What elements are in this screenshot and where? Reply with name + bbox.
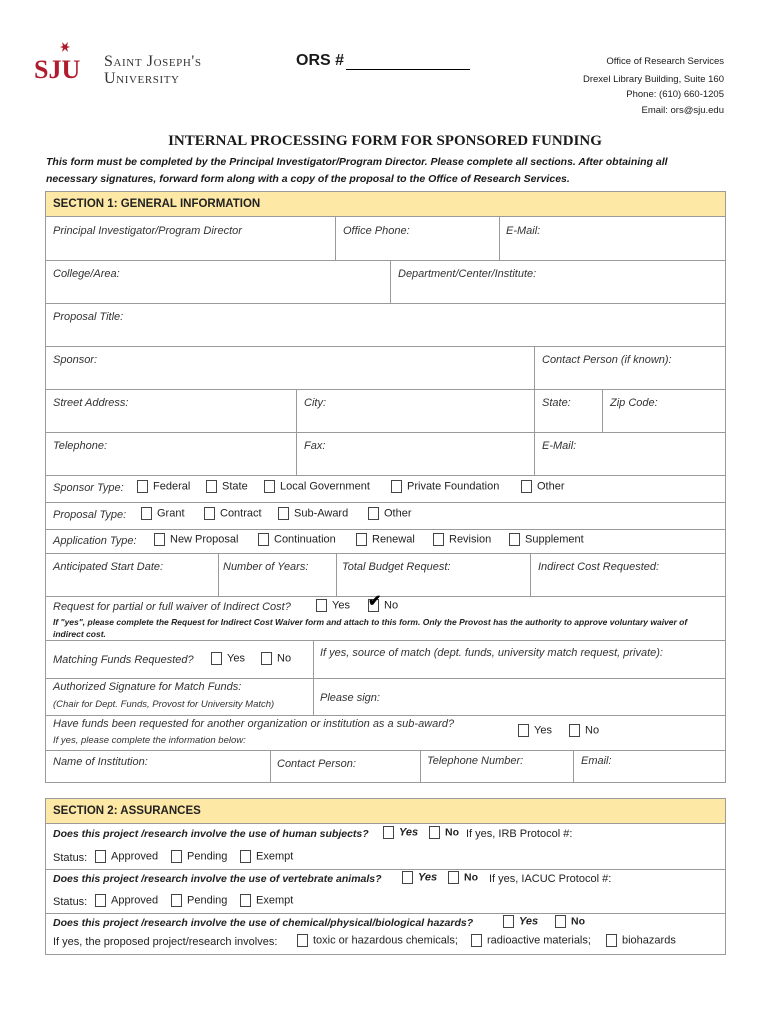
human-subjects-row	[46, 824, 725, 846]
checkbox[interactable]	[555, 915, 566, 928]
office-info	[583, 54, 724, 118]
checkbox[interactable]	[240, 894, 251, 907]
option-label: Yes	[534, 724, 552, 737]
num-years-label: Number of Years:	[223, 561, 309, 573]
start-date-field[interactable]	[53, 557, 163, 596]
address-row	[46, 389, 725, 433]
option-label: No	[571, 915, 585, 928]
waiver-no[interactable]	[368, 593, 399, 612]
application-type-renewal[interactable]	[356, 533, 415, 546]
checkbox[interactable]	[211, 652, 222, 665]
checkbox[interactable]	[261, 652, 272, 665]
office-email: Email: ors@sju.edu	[641, 104, 724, 116]
tel-number-field[interactable]	[420, 750, 582, 782]
option-label: toxic or hazardous chemicals;	[313, 934, 458, 947]
checkbox[interactable]	[95, 894, 106, 907]
option-label: No	[277, 652, 292, 665]
animals-no[interactable]	[448, 871, 478, 884]
ors-number-field[interactable]	[296, 52, 470, 70]
auth-signature-row	[46, 678, 725, 716]
matching-yes[interactable]	[211, 652, 245, 665]
animals-status-pending[interactable]	[171, 894, 227, 907]
ors-blank-line[interactable]	[346, 55, 470, 70]
hazard-radioactive-materials[interactable]	[471, 934, 591, 947]
auth-sig-label: Authorized Signature for Match Funds:	[53, 681, 242, 693]
indirect-cost-field[interactable]	[530, 553, 732, 596]
zip-field[interactable]	[602, 389, 732, 432]
proposal-title-row	[46, 303, 725, 347]
waiver-note-line-2: indirect cost.	[53, 629, 106, 639]
human-status-approved[interactable]	[95, 850, 158, 863]
logo-crest-icon	[34, 40, 96, 84]
university-logo	[34, 40, 96, 84]
checkbox[interactable]	[471, 934, 482, 947]
section-1-header: SECTION 1: GENERAL INFORMATION	[46, 192, 725, 217]
checkbox[interactable]	[278, 507, 289, 520]
college-row	[46, 260, 725, 304]
human-no[interactable]	[429, 826, 459, 839]
option-label: Local Government	[280, 480, 370, 493]
option-label: biohazards	[622, 934, 676, 947]
checkbox[interactable]	[154, 533, 165, 546]
university-name	[104, 53, 202, 87]
option-label: Yes	[519, 915, 539, 928]
option-label: State	[222, 480, 248, 493]
city-field[interactable]	[296, 389, 542, 432]
email-2-label: E-Mail:	[542, 440, 577, 452]
option-label: No	[464, 871, 478, 884]
animals-row	[46, 869, 725, 891]
option-label: Renewal	[372, 533, 415, 546]
waiver-row	[46, 593, 725, 641]
waiver-yes[interactable]	[316, 599, 350, 612]
pi-row	[46, 217, 725, 261]
checkbox[interactable]	[240, 850, 251, 863]
waiver-question: Request for partial or full waiver of Indirect Cost?	[53, 601, 291, 613]
waiver-note	[53, 616, 721, 640]
zip-label: Zip Code:	[610, 397, 658, 409]
form-title: INTERNAL PROCESSING FORM FOR SPONSORED FUNDING	[168, 133, 602, 149]
match-source-field[interactable]	[313, 640, 731, 678]
state-field[interactable]	[534, 389, 606, 432]
institution-row	[46, 750, 725, 782]
sponsor-label: Sponsor:	[53, 354, 98, 366]
checkbox[interactable]	[383, 826, 394, 839]
status-label: Status:	[53, 852, 88, 864]
proposal-type-grant[interactable]	[141, 507, 185, 520]
office-name: Office of Research Services	[606, 56, 724, 67]
proposal-type-row	[46, 502, 725, 530]
option-label: Yes	[418, 871, 438, 884]
city-label: City:	[304, 397, 326, 409]
checkbox[interactable]	[137, 480, 148, 493]
option-label: Yes	[227, 652, 245, 665]
checkbox[interactable]	[141, 507, 152, 520]
animals-yes[interactable]	[402, 871, 437, 884]
option-label: Approved	[111, 894, 159, 907]
checkbox[interactable]	[433, 533, 444, 546]
checkbox[interactable]	[391, 480, 402, 493]
contact-person-label: Contact Person (if known):	[542, 354, 672, 366]
subaward-note: If yes, please complete the information below:	[53, 735, 246, 746]
pi-label: Principal Investigator/Program Director	[53, 225, 242, 237]
human-status-row	[46, 846, 725, 870]
sponsor-type-private-foundation[interactable]	[391, 480, 499, 493]
checkbox-checked[interactable]	[368, 593, 382, 612]
matching-no[interactable]	[261, 652, 291, 665]
pi-field[interactable]	[53, 221, 242, 260]
hazard-biohazards[interactable]	[606, 934, 676, 947]
checkbox[interactable]	[316, 599, 327, 612]
sponsor-row	[46, 346, 725, 390]
section-general-information	[45, 191, 726, 783]
option-label: Pending	[187, 850, 228, 863]
proposal-type-label: Proposal Type:	[53, 509, 127, 521]
waiver-note-line-1: If "yes", please complete the Request for Indirect Cost Waiver form and attach to this form. Only the Provost has the authority to approve voluntary waiver of	[53, 617, 688, 627]
sponsor-type-label: Sponsor Type:	[53, 482, 124, 494]
intro-line-2: necessary signatures, forward form along with a copy of the proposal to the Office of Research Services.	[46, 173, 570, 185]
checkbox[interactable]	[356, 533, 367, 546]
iacuc-protocol-label[interactable]: If yes, IACUC Protocol #:	[489, 873, 612, 885]
subaward-yes[interactable]	[518, 724, 552, 737]
auth-sig-note: (Chair for Dept. Funds, Provost for University Match)	[53, 699, 275, 710]
option-label: Revision	[449, 533, 492, 546]
street-label: Street Address:	[53, 397, 129, 409]
contact-label: Contact Person:	[277, 758, 356, 770]
telephone-field[interactable]	[53, 436, 107, 475]
animals-question: Does this project /research involve the use of vertebrate animals?	[53, 873, 382, 885]
animals-status-approved[interactable]	[95, 894, 158, 907]
application-type-row	[46, 529, 725, 554]
checkbox[interactable]	[95, 850, 106, 863]
tel-number-label: Telephone Number:	[427, 755, 524, 767]
sponsor-type-federal[interactable]	[137, 480, 190, 493]
option-label: Continuation	[274, 533, 336, 546]
fax-label: Fax:	[304, 440, 326, 452]
proposal-type-contract[interactable]	[204, 507, 262, 520]
indirect-cost-label: Indirect Cost Requested:	[538, 561, 660, 573]
department-label: Department/Center/Institute:	[398, 268, 537, 280]
checkbox[interactable]	[569, 724, 580, 737]
option-label: No	[585, 724, 600, 737]
option-label: Federal	[153, 480, 191, 493]
contact-field[interactable]	[270, 750, 425, 782]
option-label: Grant	[157, 507, 185, 520]
sponsor-type-state[interactable]	[206, 480, 248, 493]
logo-letters: SJU	[34, 55, 81, 84]
proposal-title-field[interactable]	[53, 307, 123, 346]
email-3-label: Email:	[581, 755, 612, 767]
option-label: Exempt	[256, 850, 294, 863]
option-label: radioactive materials;	[487, 934, 591, 947]
hazards-question: Does this project /research involve the use of chemical/physical/biological hazards?	[53, 917, 474, 929]
checkbox[interactable]	[448, 871, 459, 884]
checkbox[interactable]	[297, 934, 308, 947]
hazard-toxic-chemicals[interactable]	[297, 934, 458, 947]
telephone-label: Telephone:	[53, 440, 108, 452]
application-type-supplement[interactable]	[509, 533, 584, 546]
subaward-row	[46, 715, 725, 751]
checkbox[interactable]	[521, 480, 532, 493]
option-label: New Proposal	[170, 533, 239, 546]
checkbox[interactable]	[206, 480, 217, 493]
proposal-type-other[interactable]	[368, 507, 412, 520]
subaward-no[interactable]	[569, 724, 599, 737]
option-label: Yes	[399, 826, 419, 839]
option-label: Contract	[220, 507, 262, 520]
office-phone-label: Office Phone:	[343, 225, 410, 237]
sponsor-type-row	[46, 475, 725, 503]
checkbox[interactable]	[606, 934, 617, 947]
application-type-label: Application Type:	[53, 535, 137, 547]
office-phone-field[interactable]	[335, 217, 513, 260]
email-label: E-Mail:	[506, 225, 541, 237]
office-address: Drexel Library Building, Suite 160	[583, 73, 724, 85]
sponsor-field[interactable]	[53, 350, 97, 389]
checkbox[interactable]	[264, 480, 275, 493]
animals-status-row	[46, 891, 725, 914]
checkbox[interactable]	[518, 724, 529, 737]
street-field[interactable]	[53, 393, 128, 432]
checkbox[interactable]	[204, 507, 215, 520]
application-type-new-proposal[interactable]	[154, 533, 238, 546]
matching-row	[46, 640, 725, 679]
match-source-label: If yes, source of match (dept. funds, university match request, private):	[320, 647, 663, 659]
college-field[interactable]	[53, 264, 120, 303]
human-yes[interactable]	[383, 826, 418, 839]
checkbox[interactable]	[402, 871, 413, 884]
fax-field[interactable]	[296, 432, 542, 475]
option-label: Exempt	[256, 894, 294, 907]
email-3-field[interactable]	[573, 750, 732, 782]
telephone-row	[46, 432, 725, 476]
section-assurances	[45, 798, 726, 955]
department-field[interactable]	[390, 260, 732, 303]
human-subjects-question: Does this project /research involve the use of human subjects?	[53, 828, 369, 840]
institution-label: Name of Institution:	[53, 756, 148, 768]
contact-person-field[interactable]	[534, 346, 732, 389]
checkbox[interactable]	[171, 850, 182, 863]
irb-protocol-label[interactable]: If yes, IRB Protocol #:	[466, 828, 573, 840]
option-label: Pending	[187, 894, 228, 907]
form-instructions	[46, 154, 736, 188]
ors-label: ORS #	[296, 52, 345, 69]
intro-line-1: This form must be completed by the Principal Investigator/Program Director. Please complete all sections. After obtaining all	[46, 156, 668, 168]
hazards-involves-label: If yes, the proposed project/research involves:	[53, 936, 278, 948]
option-label: Approved	[111, 850, 159, 863]
start-date-label: Anticipated Start Date:	[53, 561, 164, 573]
checkbox[interactable]	[429, 826, 440, 839]
option-label: Supplement	[525, 533, 584, 546]
please-sign-label: Please sign:	[320, 692, 380, 704]
num-years-field[interactable]	[218, 553, 338, 596]
checkbox[interactable]	[171, 894, 182, 907]
institution-field[interactable]	[53, 752, 148, 782]
college-label: College/Area:	[53, 268, 120, 280]
sponsor-type-other[interactable]	[521, 480, 565, 493]
option-label: Other	[384, 507, 412, 520]
subaward-question: Have funds been requested for another organization or institution as a sub-award?	[53, 718, 455, 730]
application-type-revision[interactable]	[433, 533, 491, 546]
signature-field[interactable]	[313, 678, 731, 715]
hazards-row	[46, 913, 725, 953]
checkbox[interactable]	[509, 533, 520, 546]
human-status-exempt[interactable]	[240, 850, 293, 863]
matching-label: Matching Funds Requested?	[53, 654, 194, 666]
option-label: Private Foundation	[407, 480, 500, 493]
office-phone: Phone: (610) 660-1205	[626, 89, 724, 100]
animals-status-exempt[interactable]	[240, 894, 293, 907]
budget-row	[46, 553, 725, 597]
state-label: State:	[542, 397, 571, 409]
status-label: Status:	[53, 896, 88, 908]
human-status-pending[interactable]	[171, 850, 227, 863]
checkbox[interactable]	[503, 915, 514, 928]
email-field[interactable]	[499, 217, 731, 260]
logo-line-1: Saint Joseph's	[104, 53, 202, 70]
checkbox[interactable]	[258, 533, 269, 546]
sponsor-type-local-government[interactable]	[264, 480, 370, 493]
proposal-type-sub-award[interactable]	[278, 507, 348, 520]
option-label: No	[384, 599, 399, 612]
logo-line-2: University	[104, 70, 180, 87]
option-label: No	[445, 826, 459, 839]
check-mark-icon: ✔	[368, 593, 382, 610]
section-2-header: SECTION 2: ASSURANCES	[46, 799, 725, 824]
checkbox[interactable]	[368, 507, 379, 520]
option-label: Other	[537, 480, 565, 493]
option-label: Yes	[332, 599, 350, 612]
email-2-field[interactable]	[534, 432, 732, 475]
application-type-continuation[interactable]	[258, 533, 336, 546]
total-budget-label: Total Budget Request:	[342, 561, 451, 573]
option-label: Sub-Award	[294, 507, 349, 520]
hazards-no[interactable]	[555, 915, 585, 928]
hazards-yes[interactable]	[503, 915, 538, 928]
total-budget-field[interactable]	[336, 553, 536, 596]
proposal-title-label: Proposal Title:	[53, 311, 124, 323]
